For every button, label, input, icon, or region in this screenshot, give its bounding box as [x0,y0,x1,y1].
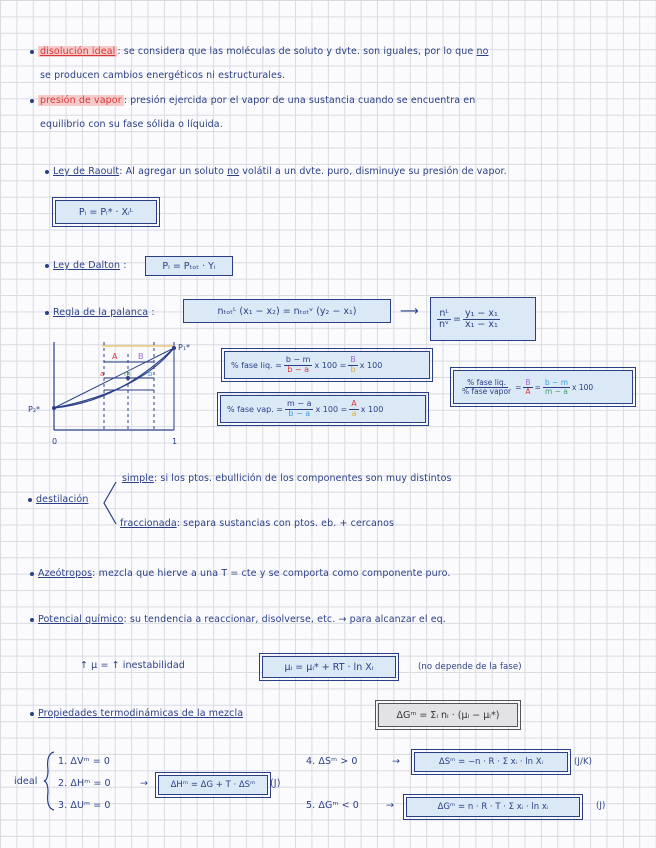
raoult-no: no [227,166,240,177]
raoult-text: : Al agregar un soluto [119,166,228,177]
fase-vap-box: % fase vap. = $\frac{m - a}{b - a}$ x 100 = $\frac{A}{a}$ x 100 [220,395,426,423]
graph-x1-label: 1 [172,437,178,446]
graph-a-label: a [100,370,105,378]
graph-m-label: m [124,370,131,378]
ideal-brace [42,750,56,812]
phase-diagram [28,332,200,452]
palanca-line [45,307,155,318]
bullet [30,618,34,622]
ratio-y-x: $\frac{\text{y₁ − x₁}}{\text{x₁ − x₁}}$ [464,307,498,330]
ideal-l2-unit: (J) [270,778,281,789]
bullet [30,572,34,576]
bullet [30,99,34,103]
graph-p1-label: P₁* [178,343,191,352]
potencial-formula-box: μᵢ = μᵢ* + RT · ln Xᵢ [262,656,396,678]
destilacion-brace [100,478,120,528]
dalton-term: Ley de Dalton [53,260,121,271]
destilacion-term: destilación [36,494,89,505]
palanca-term: Regla de la palanca [53,307,149,318]
dis-ideal-line [30,46,489,57]
azeotropos-term: Azeótropos [38,568,93,579]
potencial-paren: (no depende de la fase) [418,662,522,672]
dis-ideal-term: disolución ideal [40,46,116,57]
bullet [30,50,34,54]
graph-b-label: b [148,370,153,378]
palanca-ratio-box [430,297,536,341]
potencial-term: Potencial químico [38,614,124,625]
fase-ratio-box: $\frac{\text{\% fase liq.}}{\text{\% fase vapor}}$ = $\frac{B}{A}$ = $\frac{b - m}{m - a}$ x 100 [453,370,633,404]
potencial-note: ↑ μ = ↑ inestabilidad [80,660,185,671]
presion-cont: equilibrio con su fase sólida o líquida. [40,119,223,130]
ratio-nl-nv: $\frac{\text{nᴸ}}{\text{nᵛ}}$ [439,307,449,330]
ideal-l4: 4. ΔSᵐ > 0 [306,756,358,767]
propiedades-line [30,708,243,719]
raoult-formula-box: Pᵢ = Pᵢ* · Xᵢᴸ [55,200,157,224]
bullet [28,498,32,502]
bullet [45,170,49,174]
dalton-formula-box: Pᵢ = Pₜₒₜ · Yᵢ [145,256,233,276]
dalton-line [45,260,127,271]
ideal-l5-arrow: → [386,800,395,811]
ideal-l5-unit: (J) [596,801,606,811]
dis-ideal-text: : se considera que las moléculas de soluto y dvte. son iguales, por lo que [117,46,477,57]
palanca-arrow: ⟶ [400,304,419,319]
graph-p2-label: P₂* [28,405,41,414]
palanca-eq-box: nₜₒₜᴸ (x₁ − x₂) = nₜₒₜᵛ (y₂ − x₁) [183,299,391,323]
bullet [45,264,49,268]
propiedades-formula-box: ΔGᵐ = Σᵢ nᵢ · (μᵢ − μᵢ*) [378,703,518,727]
dalton-sep: : [123,260,127,271]
dis-ideal-cont: se producen cambios energéticos ni estructurales. [40,70,286,81]
graph-A-label: A [112,352,118,361]
graph-B-label: B [138,352,144,361]
raoult-term: Ley de Raoult [53,166,120,177]
raoult-text2: volátil a un dvte. puro, disminuye su presión de vapor. [239,166,507,177]
destilacion-line [28,494,88,505]
bullet [30,712,34,716]
ratio-eq-sign: = [452,313,461,325]
ideal-l4-arrow: → [392,756,401,767]
bullet [45,311,49,315]
ideal-l4-box: ΔSᵐ = −n · R · Σ xᵢ · ln Xᵢ [414,752,568,772]
fase-liq-box: % fase liq. = $\frac{b - m}{b - a}$ x 100 = $\frac{B}{b}$ x 100 [224,351,430,379]
ideal-l2-arrow: → [140,778,149,789]
dis-ideal-no: no [476,46,489,57]
ideal-l2-box: ΔHᵐ = ΔG + T · ΔSᵐ [158,775,268,795]
presion-text: : presión ejercida por el vapor de una sustancia cuando se encuentra en [123,95,476,106]
ideal-l3: 3. ΔUᵐ = 0 [58,800,111,811]
ideal-l4-unit: (J/K) [574,757,593,767]
propiedades-term: Propiedades termodinámicas de la mezcla [38,708,244,719]
destilacion-simple: simple: si los ptos. ebullición de los componentes son muy distintos [122,473,452,484]
ideal-l1: 1. ΔVᵐ = 0 [58,756,111,767]
raoult-line [45,166,507,177]
ideal-l2: 2. ΔHᵐ = 0 [58,778,111,789]
presion-line [30,95,475,106]
ideal-label: ideal [14,776,38,787]
palanca-sep: : [151,307,155,318]
graph-x0-label: 0 [52,437,58,446]
azeotropos-line: Azeótropos: mezcla que hierve a una T = cte y se comporta como componente puro. [30,568,450,579]
destilacion-fraccionada: fraccionada: separa sustancias con ptos. eb. + cercanos [120,518,395,529]
ideal-l5: 5. ΔGᵐ < 0 [306,800,359,811]
presion-term: presión de vapor [40,95,122,106]
ideal-l5-box: ΔGᵐ = n · R · T · Σ xᵢ · ln xᵢ [406,797,580,817]
potencial-line: Potencial químico: su tendencia a reaccionar, disolverse, etc. → para alcanzar el eq. [30,614,446,625]
